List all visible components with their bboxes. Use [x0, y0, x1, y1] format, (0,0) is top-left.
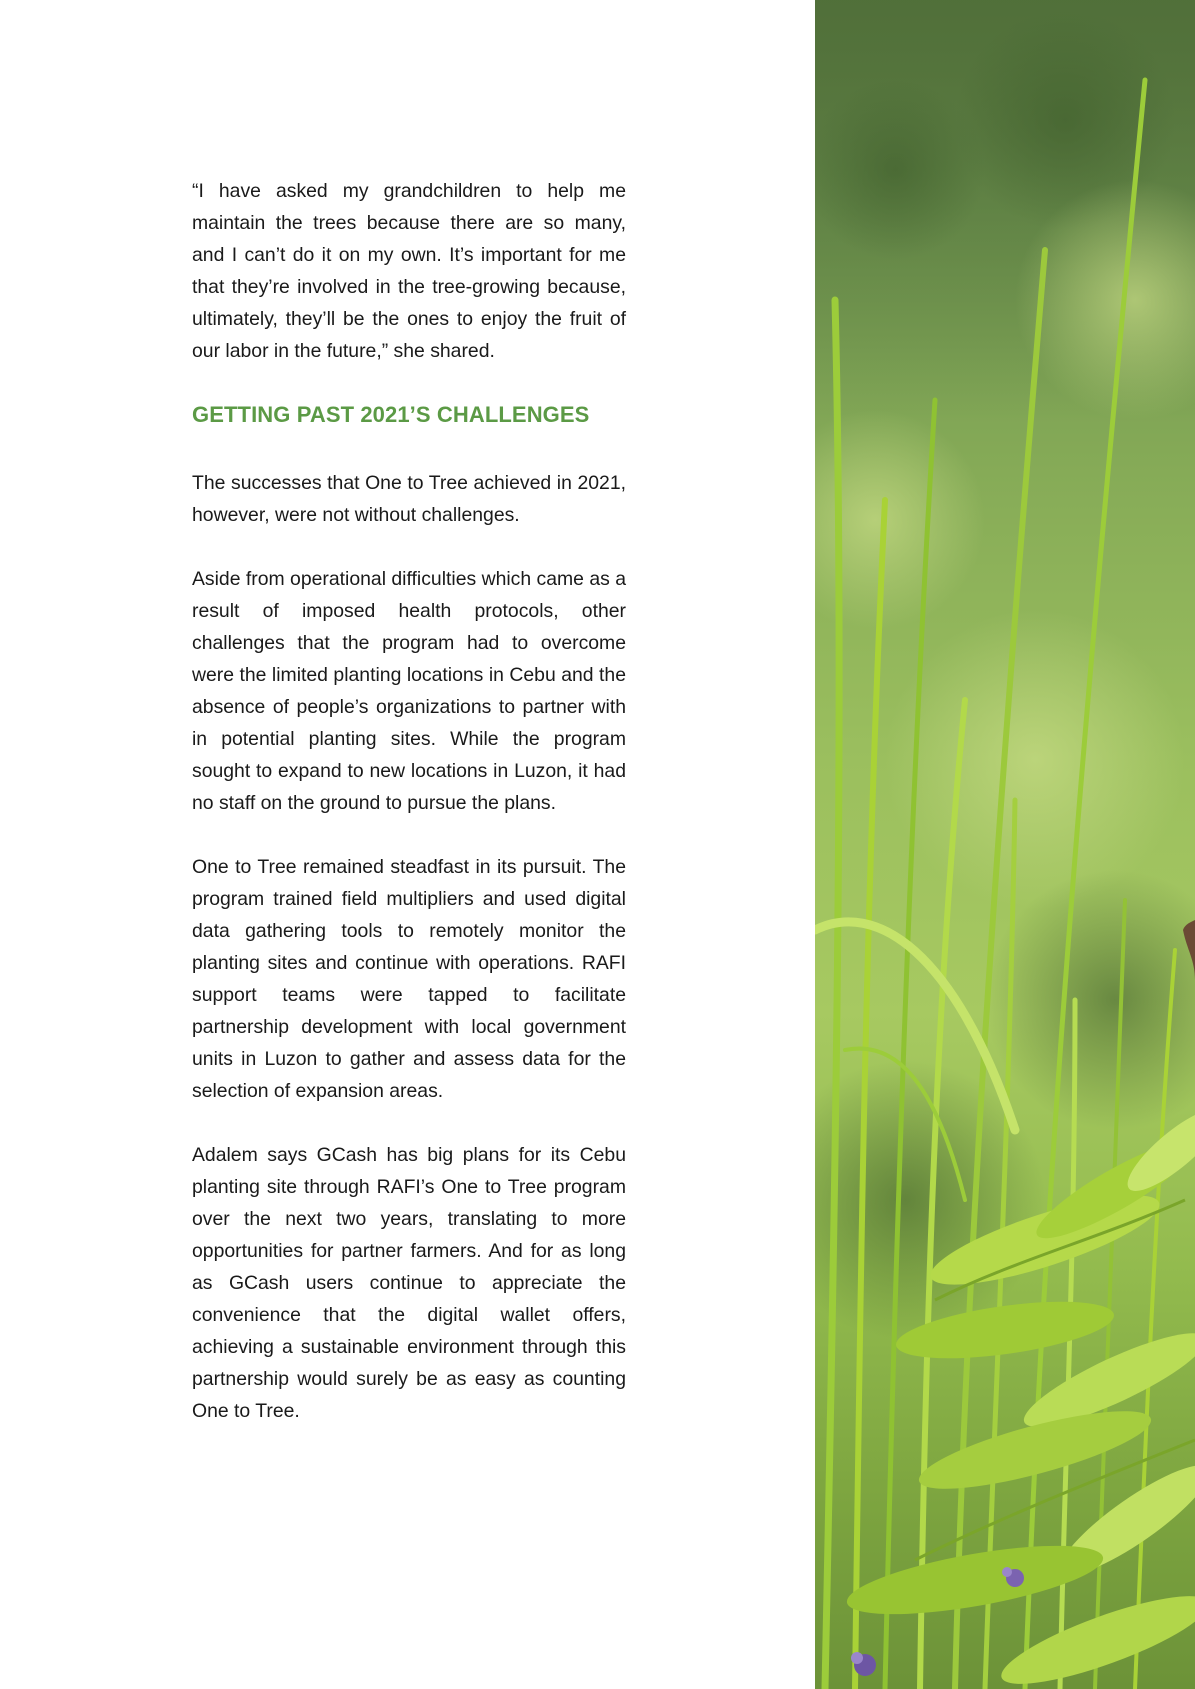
body-paragraph: One to Tree remained steadfast in its pursuit. The program trained field multipliers and used digital data gathering tools to remotely monitor the planting sites and continue with operations. RAFI support teams were tapped to facilitate partnership development with local government units in Luzon to gather and assess data for the selection of expansion areas. — [192, 856, 626, 1102]
section-heading: GETTING PAST 2021’S CHALLENGES — [192, 402, 590, 427]
grass-field-photo-icon — [815, 0, 1195, 1689]
article-text-column — [192, 175, 626, 1459]
body-paragraph: Aside from operational difficulties which came as a result of imposed health protocols, other challenges that the program had to overcome were the limited planting locations in Cebu and the absence of people’s organizations to partner with in potential planting sites. While the program sought to expand to new locations in Luzon, it had no staff on the ground to pursue the plans. — [192, 568, 626, 814]
grass-field-illustration — [815, 0, 1195, 1689]
body-paragraph: Adalem says GCash has big plans for its Cebu planting site through RAFI’s One to Tree program over the next two years, translating to more opportunities for partner farmers. And for as long as GCash users continue to appreciate the convenience that the digital wallet offers, achieving a sustainable environment through this partnership would surely be as easy as counting One to Tree. — [192, 1144, 626, 1422]
body-paragraph: The successes that One to Tree achieved in 2021, however, were not without challenges. — [192, 472, 626, 526]
quote-paragraph: “I have asked my grandchildren to help me maintain the trees because there are so many, and I can’t do it on my own. It’s important for me that they’re involved in the tree-growing because, ultimately, they’ll be the ones to enjoy the fruit of our labor in the future,” she shared. — [192, 180, 626, 362]
